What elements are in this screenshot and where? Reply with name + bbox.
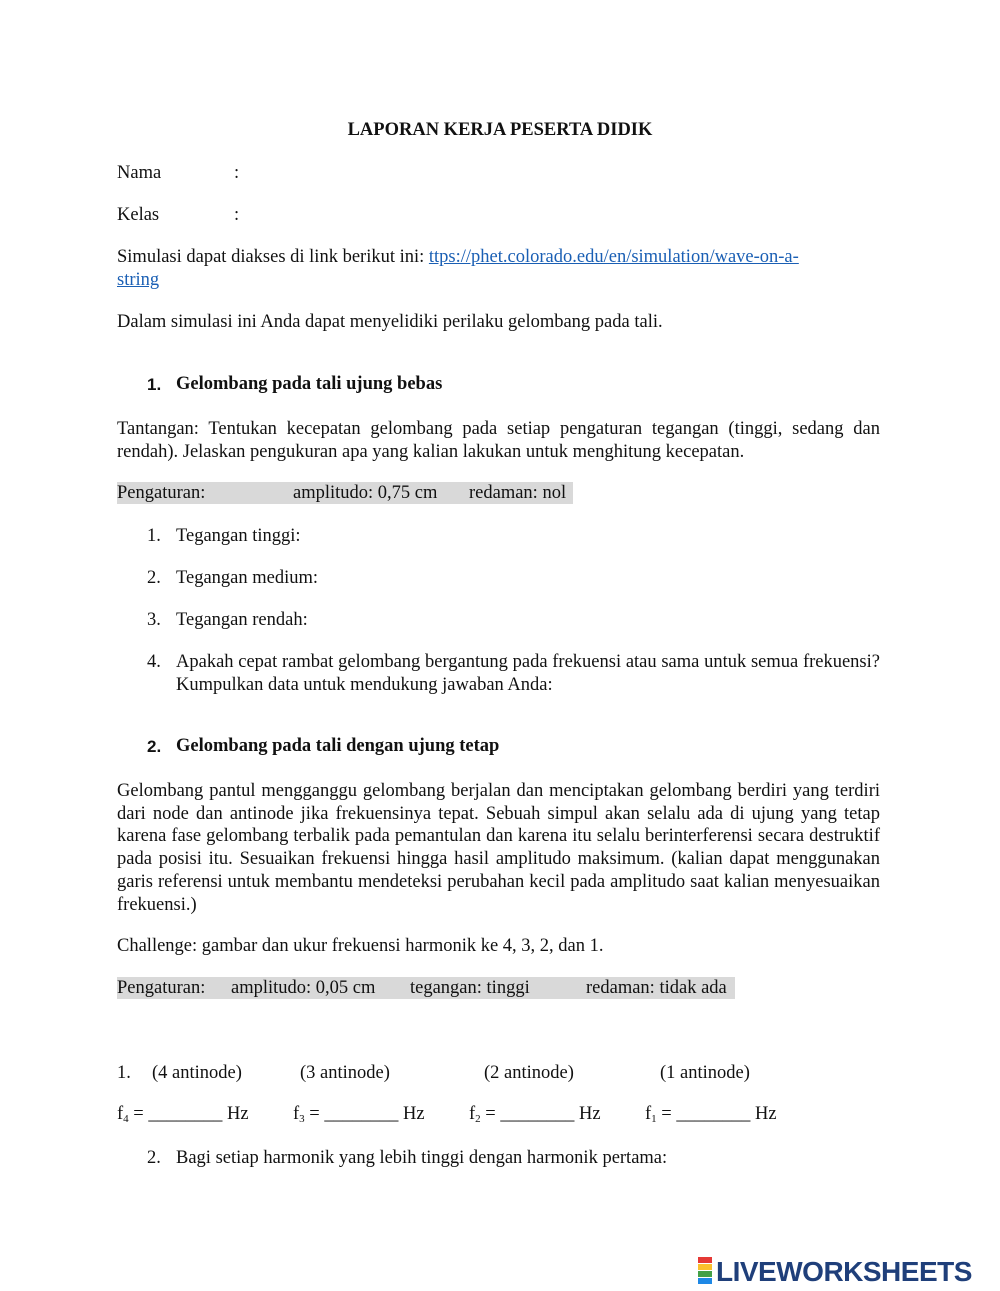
freq-subscript: 1 [651,1113,657,1125]
freq-f3[interactable] [293,1103,425,1126]
item-tegangan-rendah: Tegangan rendah: [176,610,308,630]
item-number: 1. [147,526,161,546]
freq-blank[interactable]: = ________ Hz [304,1104,425,1124]
kelas-label: Kelas [117,205,160,225]
freq-f4[interactable] [117,1103,249,1126]
logo-badge-block [698,1264,712,1270]
freq-f2[interactable] [469,1103,601,1126]
logo-text: LIVEWORKSHEETS [716,1255,972,1287]
item-number: 3. [147,610,161,630]
freq-blank[interactable]: = ________ Hz [656,1104,777,1124]
logo-badge-block [698,1271,712,1277]
antinode-label: (4 antinode) [152,1063,242,1083]
section2-number: 2. [147,737,162,756]
section2-settings-label: Pengaturan: [117,978,206,998]
kelas-colon: : [234,205,240,225]
section2-settings-tension: tegangan: tinggi [410,978,530,998]
item-tegangan-medium: Tegangan medium: [176,568,319,588]
antinode-label: (2 antinode) [484,1063,574,1083]
antinode-label: (1 antinode) [660,1063,750,1083]
freq-symbol: f [469,1104,476,1124]
logo-badge-block [698,1257,712,1263]
freq-subscript: 2 [475,1113,481,1125]
sim-intro-line [117,246,799,269]
section1-settings-damping: redaman: nol [469,483,567,503]
freq-symbol: f [645,1104,652,1124]
freq-f1[interactable] [645,1103,777,1126]
section2-settings-damping: redaman: tidak ada [586,978,727,998]
item-tegangan-tinggi: Tegangan tinggi: [176,526,301,546]
freq-blank[interactable]: = ________ Hz [480,1104,601,1124]
section1-heading: Gelombang pada tali ujung bebas [176,374,443,394]
section1-settings-label: Pengaturan: [117,483,206,503]
item-question-frekuensi: Apakah cepat rambat gelombang bergantung pada frekuensi atau sama untuk semua frekuensi? Kumpulkan data untuk mendukung jawaban Anda: [176,652,880,695]
item-number: 4. [147,652,161,672]
nama-label: Nama [117,163,162,183]
freq-subscript: 4 [123,1113,129,1125]
logo-badge-icon [698,1257,712,1285]
freq-subscript: 3 [299,1113,305,1125]
section1-challenge: Tantangan: Tentukan kecepatan gelombang pada setiap pengaturan tegangan (tinggi, sedang dan rendah). Jelaskan pengukuran apa yang kalian lakukan untuk menghitung kecepatan. [117,419,880,462]
page-title: LAPORAN KERJA PESERTA DIDIK [347,120,653,140]
antinode-label: (3 antinode) [300,1063,390,1083]
liveworksheets-logo [698,1255,972,1287]
section1-number: 1. [147,375,162,394]
freq-symbol: f [293,1104,300,1124]
nama-colon: : [234,163,240,183]
logo-badge-block [698,1278,712,1284]
intro-text: Dalam simulasi ini Anda dapat menyelidiki perilaku gelombang pada tali. [117,312,663,332]
sim-link-part2[interactable]: string [117,270,160,290]
section1-settings-amplitude: amplitudo: 0,75 cm [293,483,438,503]
q2-text: Bagi setiap harmonik yang lebih tinggi dengan harmonik pertama: [176,1148,668,1168]
q2-number: 2. [147,1148,161,1168]
freq-blank[interactable]: = ________ Hz [128,1104,249,1124]
section2-challenge: Challenge: gambar dan ukur frekuensi harmonik ke 4, 3, 2, dan 1. [117,936,604,956]
freq-symbol: f [117,1104,124,1124]
section2-paragraph: Gelombang pantul mengganggu gelombang berjalan dan menciptakan gelombang berdiri yang terdiri dari node dan antinode jika frekuensinya tepat. Sebuah simpul akan selalu ada di ujung yang tetap karena fase gelombang terbalik pada pemantulan dan karena itu selalu berinterferensi secara destruktif pada posisi itu. Sesuaikan frekuensi hingga hasil amplitudo maksimum. (kalian dapat menggunakan garis referensi untuk membantu mendeteksi perubahan kecil pada amplitudo saat kalian menyesuaikan frekuensi.) [117,781,880,915]
section2-settings-amplitude: amplitudo: 0,05 cm [231,978,376,998]
sim-intro-text: Simulasi dapat diakses di link berikut ini: [117,247,429,267]
q1-number: 1. [117,1063,131,1083]
item-number: 2. [147,568,161,588]
section2-heading: Gelombang pada tali dengan ujung tetap [176,736,500,756]
sim-link-part1[interactable]: ttps://phet.colorado.edu/en/simulation/wave-on-a- [428,247,799,267]
